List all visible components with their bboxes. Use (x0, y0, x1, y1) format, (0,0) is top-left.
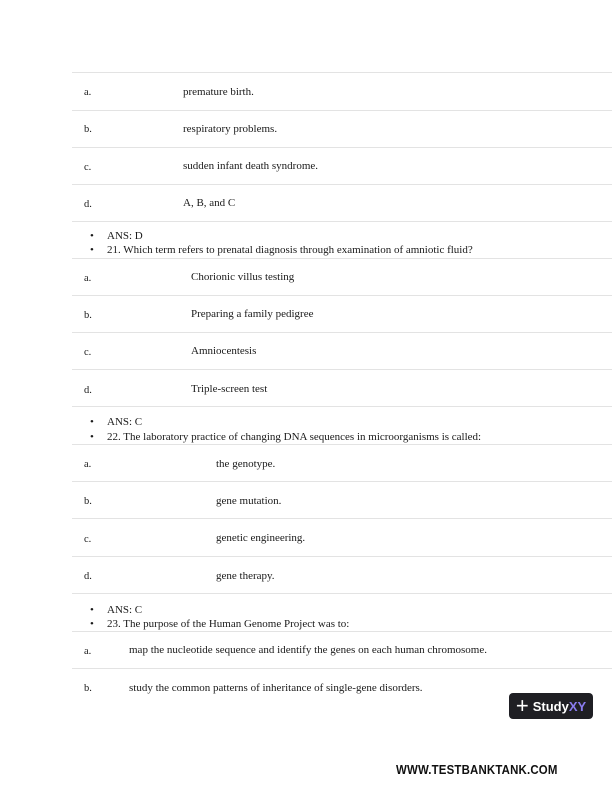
divider (72, 518, 612, 519)
option-text: Preparing a family pedigree (191, 308, 314, 320)
divider (72, 72, 612, 73)
bullet: • (90, 604, 94, 616)
question-text: 23. The purpose of the Human Genome Project was to: (107, 618, 350, 630)
divider (72, 444, 612, 445)
question-text: 22. The laboratory practice of changing DNA sequences in microorganisms is called: (107, 431, 482, 443)
badge-label-study: Study (532, 698, 569, 714)
option-text: gene therapy. (216, 570, 275, 582)
answer-text: ANS: C (107, 416, 143, 428)
divider (72, 369, 612, 370)
option-letter: b. (84, 683, 92, 694)
option-text: A, B, and C (183, 197, 236, 209)
bullet: • (90, 244, 94, 256)
studyxy-badge[interactable] (509, 693, 593, 719)
option-text: respiratory problems. (183, 123, 278, 135)
bullet: • (90, 431, 94, 443)
divider (72, 668, 612, 669)
divider (72, 631, 612, 632)
plus-icon: + (515, 693, 529, 718)
option-text: Amniocentesis (191, 345, 257, 357)
divider (72, 406, 612, 407)
option-letter: a. (84, 87, 92, 98)
divider (72, 593, 612, 594)
option-letter: c. (84, 162, 92, 173)
divider (72, 556, 612, 557)
option-letter: b. (84, 496, 92, 507)
divider (72, 332, 612, 333)
option-text: the genotype. (216, 458, 276, 470)
option-text: gene mutation. (216, 495, 282, 507)
option-letter: d. (84, 571, 92, 582)
divider (72, 184, 612, 185)
option-text: study the common patterns of inheritance of single-gene disorders. (129, 682, 423, 694)
badge-label-xy: XY (568, 698, 587, 714)
option-text: genetic engineering. (216, 532, 306, 544)
answer-text: ANS: C (107, 604, 143, 616)
divider (72, 295, 612, 296)
question-text: 21. Which term refers to prenatal diagnosis through examination of amniotic fluid? (107, 244, 473, 256)
option-letter: d. (84, 199, 92, 210)
option-text: Triple-screen test (191, 383, 268, 395)
bullet: • (90, 230, 94, 242)
option-text: map the nucleotide sequence and identify the genes on each human chromosome. (129, 644, 487, 656)
option-letter: b. (84, 310, 92, 321)
option-text: sudden infant death syndrome. (183, 160, 319, 172)
option-letter: a. (84, 646, 92, 657)
option-letter: d. (84, 385, 92, 396)
option-letter: b. (84, 124, 92, 135)
option-letter: c. (84, 347, 92, 358)
divider (72, 147, 612, 148)
footer-url: WWW.TESTBANKTANK.COM (396, 762, 558, 777)
option-text: premature birth. (183, 86, 254, 98)
divider (72, 221, 612, 222)
divider (72, 258, 612, 259)
option-text: Chorionic villus testing (191, 271, 295, 283)
option-letter: a. (84, 273, 92, 284)
bullet: • (90, 618, 94, 630)
option-letter: a. (84, 459, 92, 470)
divider (72, 110, 612, 111)
divider (72, 481, 612, 482)
answer-text: ANS: D (107, 230, 143, 242)
option-letter: c. (84, 534, 92, 545)
bullet: • (90, 416, 94, 428)
